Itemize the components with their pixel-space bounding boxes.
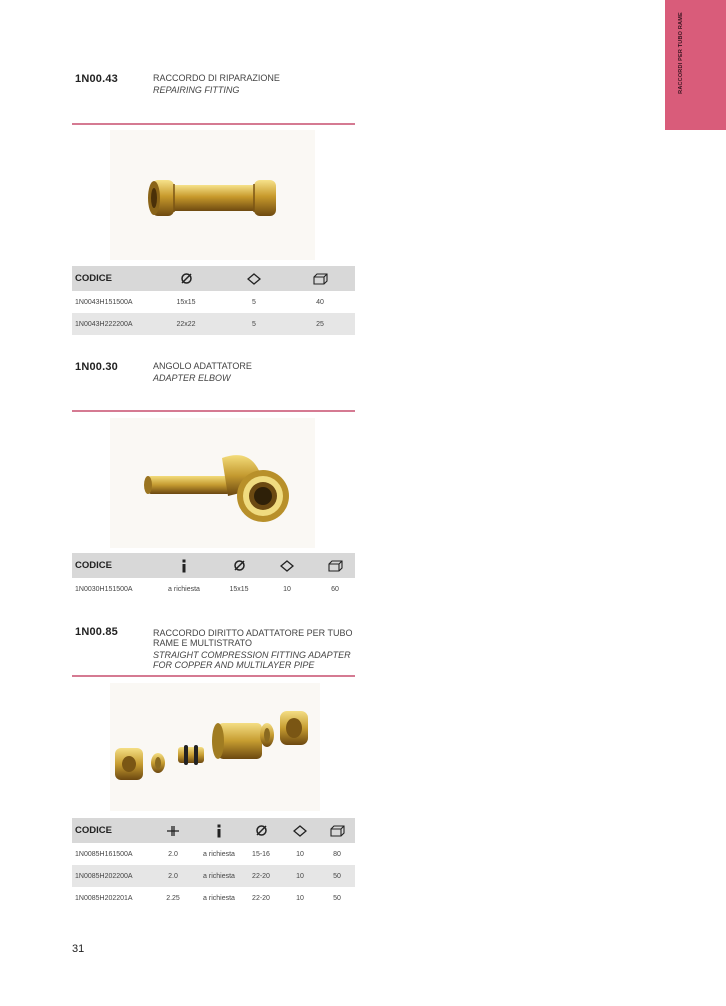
title-english: REPAIRING FITTING [153,85,240,95]
product-code: 1N00.85 [75,626,118,638]
table-header [72,266,355,291]
table-row: 1N0085H161500A 2.0 a richiesta 15-16 10 80 [75,850,341,858]
table-header [72,818,355,843]
category-tab [665,0,726,130]
info-icon [215,824,223,838]
box-icon [293,825,307,837]
page-number: 31 [72,943,85,955]
table-row: 1N0085H202200A 2.0 a richiesta 22-20 10 50 [72,865,355,887]
title-italian: ANGOLO ADATTATORE [153,361,252,371]
diameter-icon [255,824,268,837]
section-divider [72,675,355,677]
info-icon [180,559,188,573]
table-row: 1N0043H151500A 15x15 5 40 [75,298,324,306]
title-english: STRAIGHT COMPRESSION FITTING ADAPTER FOR COPPER AND MULTILAYER PIPE [153,650,351,670]
table-header [72,553,355,578]
table-row: 1N0030H151500A a richiesta 15x15 10 60 [75,585,339,593]
product-code: 1N00.43 [75,73,118,85]
box-icon [280,560,294,572]
adapter-elbow-photo [110,418,315,548]
diameter-icon [233,559,246,572]
code-column-header: CODICE [72,818,149,843]
compression-fitting-photo [110,683,320,811]
repairing-fitting-photo [110,130,315,260]
product-spec-table [72,818,355,909]
carton-icon [330,825,345,837]
title-italian: RACCORDO DIRITTO ADATTATORE PER TUBO RAME E MULTISTRATO [153,628,353,648]
section-divider [72,123,355,125]
code-column-header: CODICE [72,266,149,291]
category-tab-label: RACCORDI PER TUBO RAME [678,12,684,94]
carton-icon [313,273,328,285]
title-italian: RACCORDO DI RIPARAZIONE [153,73,280,83]
product-code: 1N00.30 [75,361,118,373]
code-column-header: CODICE [72,553,149,578]
carton-icon [328,560,343,572]
diameter-icon [180,272,193,285]
table-row: 1N0085H202201A 2.25 a richiesta 22-20 10 50 [75,894,341,902]
title-english: ADAPTER ELBOW [153,373,231,383]
product-description [153,361,363,383]
section-divider [72,410,355,412]
thickness-icon [166,825,180,837]
product-description [153,628,363,670]
product-spec-table [72,266,355,335]
product-spec-table [72,553,355,600]
table-row: 1N0043H222200A 22x22 5 25 [72,313,355,335]
product-description [153,73,363,95]
box-icon [247,273,261,285]
